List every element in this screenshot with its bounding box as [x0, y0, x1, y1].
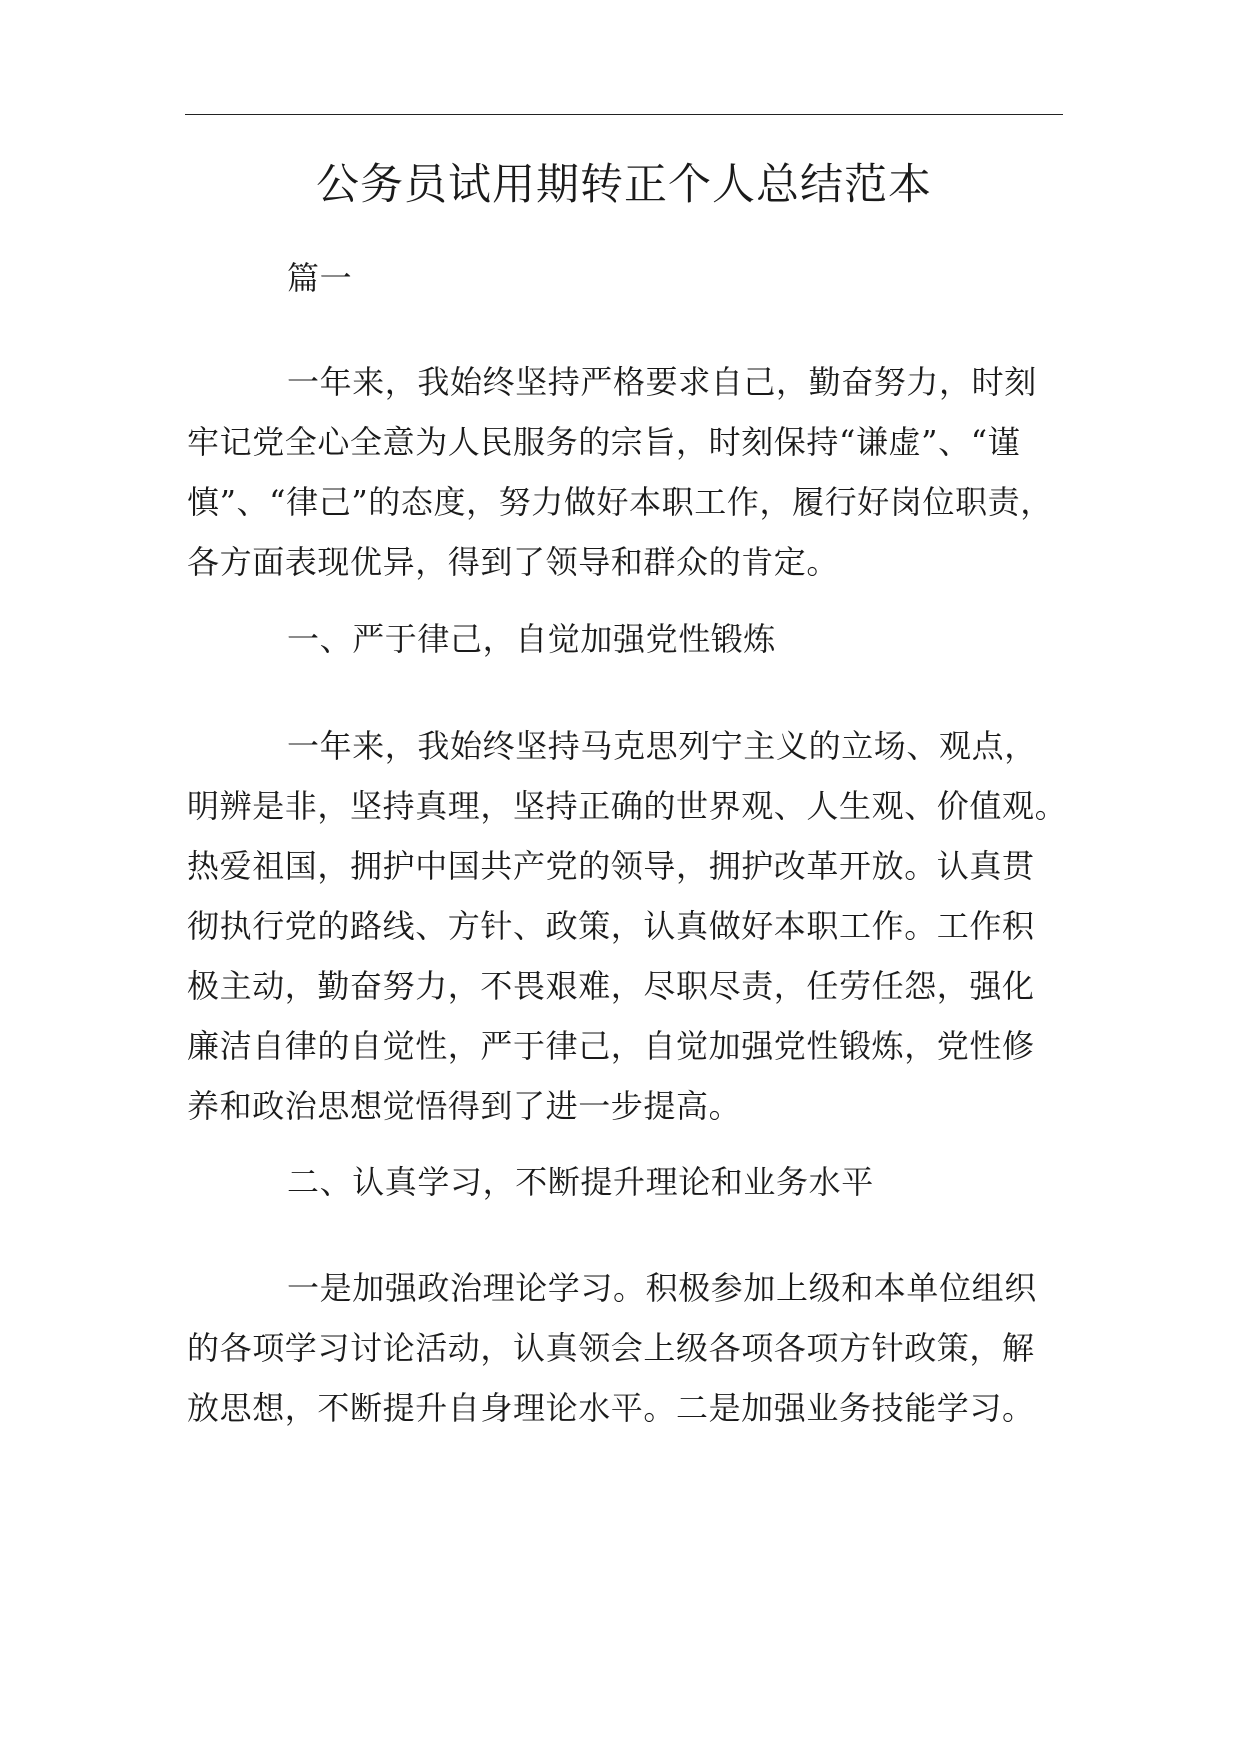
paragraph-line: 放思想，不断提升自身理论水平。二是加强业务技能学习。	[187, 1389, 1035, 1427]
paragraph-line: 热爱祖国，拥护中国共产党的领导，拥护改革开放。认真贯	[187, 847, 1035, 885]
paragraph-line: 一年来，我始终坚持马克思列宁主义的立场、观点，	[287, 727, 1037, 765]
paragraph-line: 极主动，勤奋努力，不畏艰难，尽职尽责，任劳任怨，强化	[187, 967, 1035, 1005]
document-title: 公务员试用期转正个人总结范本	[316, 160, 932, 210]
section-2-paragraph	[187, 1258, 1063, 1438]
intro-paragraph	[187, 352, 1063, 592]
paragraph-line: 一是加强政治理论学习。积极参加上级和本单位组织	[287, 1269, 1037, 1307]
section-label: 篇一	[287, 259, 353, 297]
paragraph-line: 各方面表现优异，得到了领导和群众的肯定。	[187, 543, 840, 581]
paragraph-line: 牢记党全心全意为人民服务的宗旨，时刻保持“谦虚”、“谨	[187, 423, 1021, 461]
paragraph-line: 彻执行党的路线、方针、政策，认真做好本职工作。工作积	[187, 907, 1035, 945]
paragraph-line: 的各项学习讨论活动，认真领会上级各项各项方针政策，解	[187, 1329, 1035, 1367]
paragraph-line: 一年来，我始终坚持严格要求自己，勤奋努力，时刻	[287, 363, 1037, 401]
header-rule	[185, 114, 1063, 115]
paragraph-line: 明辨是非，坚持真理，坚持正确的世界观、人生观、价值观。	[187, 787, 1068, 825]
paragraph-line: 慎”、“律己”的态度，努力做好本职工作，履行好岗位职责，	[187, 483, 1053, 521]
section-1-paragraph	[187, 716, 1068, 1136]
paragraph-line: 养和政治思想觉悟得到了进一步提高。	[187, 1087, 742, 1125]
paragraph-line: 廉洁自律的自觉性，严于律己，自觉加强党性锻炼，党性修	[187, 1027, 1035, 1065]
section-heading-1: 一、严于律己，自觉加强党性锻炼	[287, 620, 777, 658]
section-heading-2: 二、认真学习，不断提升理论和业务水平	[287, 1163, 874, 1201]
